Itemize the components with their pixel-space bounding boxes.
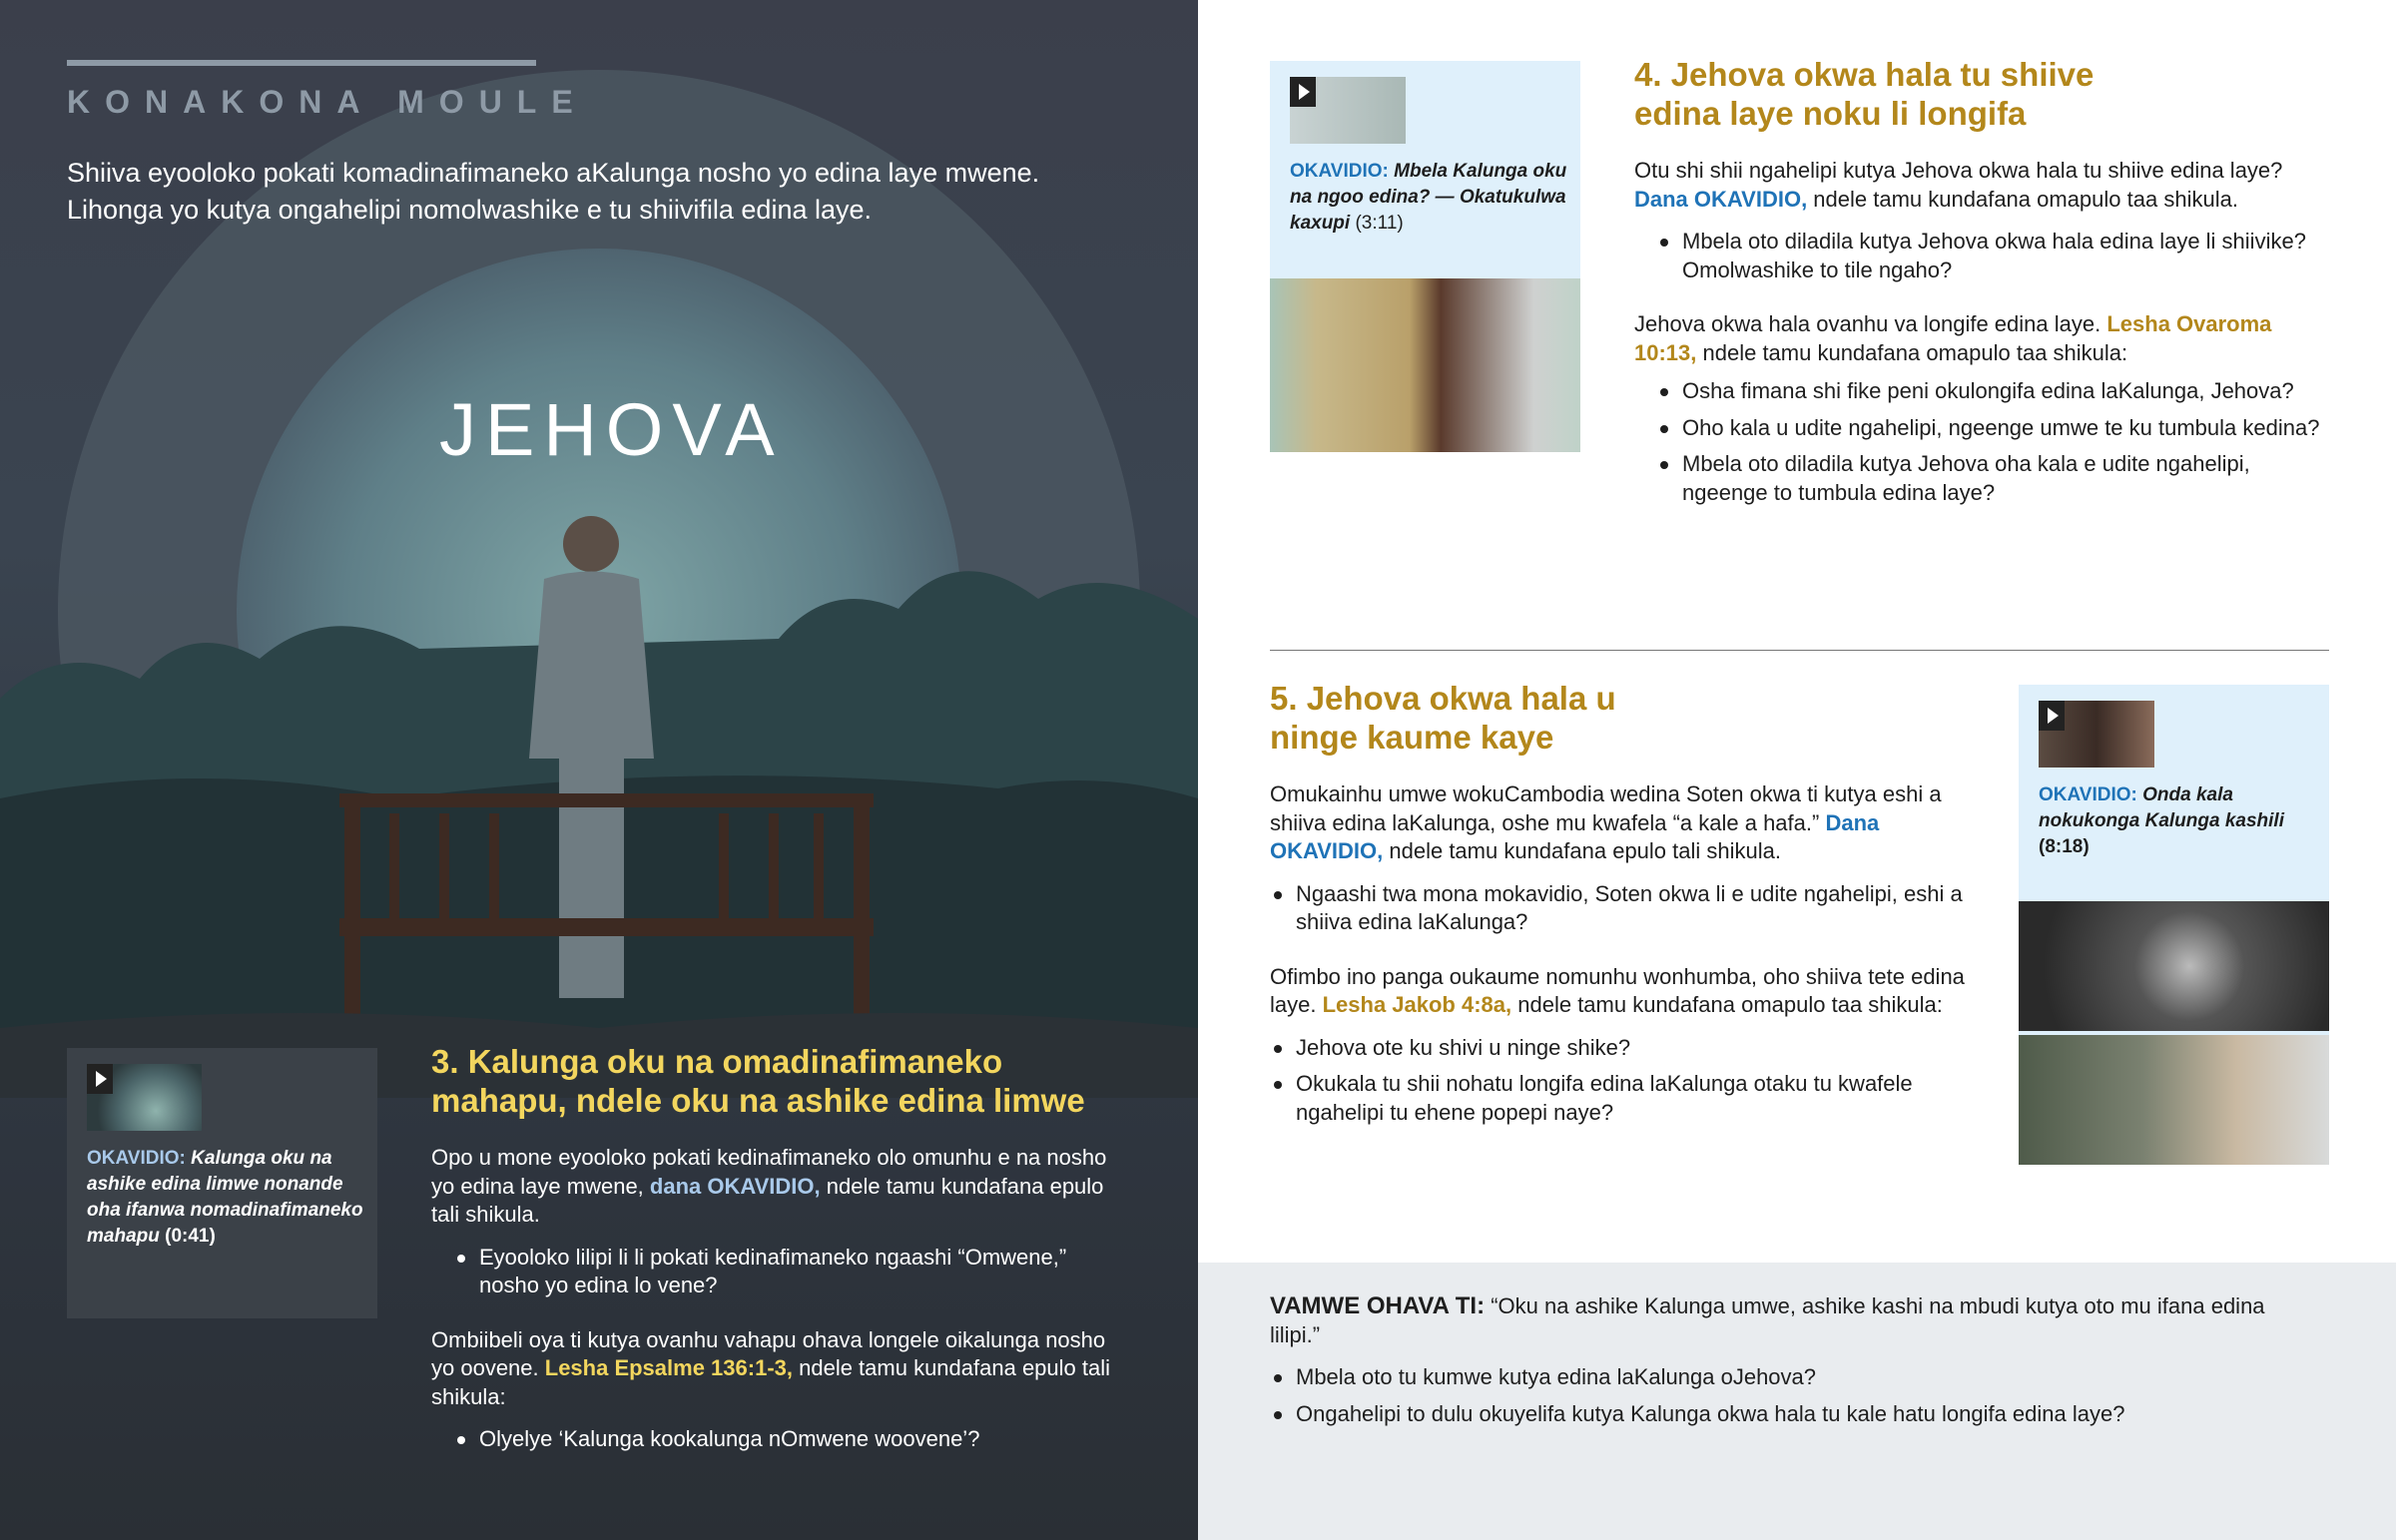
video-title[interactable]: Onda kala nokukonga Kalunga kashili [2039,784,2284,831]
video-duration: (3:11) [1355,213,1404,234]
question-item: Mbela oto tu kumwe kutya edina laKalunga oJehova? [1248,1363,2268,1392]
section-4: 4. Jehova okwa hala tu shiive edina laye noku li longifa Otu shi shii ngahelipi kutya Jehova okwa hala tu shiive edina laye? Dana OKAVIDIO, ndele tamu kundafana omapulo taa shikula. Mbela oto diladila kutya Jehova okwa hala edina laye li shiivike? Omolwashike to tile ngaho? Jehova okwa hala ovanhu va longife edina laye. Lesha Ovaroma 10:13, ndele tamu kundafana omapulo taa shikula: Osha fimana shi fike peni okulongifa edina laKalunga, Jehova? Oho kala u udite ngahelipi, ngeenge umwe te ku tumbula kedina? Mbela oto diladila kutya Jehova oha kala e udite ngahelipi, ngeenge to tumbula edina laye? [1634,55,2333,533]
play-icon[interactable] [1290,77,1316,107]
section-5: 5. Jehova okwa hala u ninge kaume kaye Omukainhu umwe wokuCambodia wedina Soten okwa ti kutya eshi a shiiva edina laKalunga, oshe mu kwafela “a kale a hafa.” Dana OKAVIDIO, ndele tamu kundafana epulo tali shikula. Ngaashi twa mona mokavidio, Soten okwa li e udite ngahelipi, eshi a shiiva edina laKalunga? Ofimbo ino panga oukaume nomunhu wonhumba, oho shiiva tete edina laye. Lesha Jakob 4:8a, ndele tamu kundafana omapulo taa shikula: Jehova ote ku shivi u ninge shike? Okukala tu shii nohatu longifa edina laKalunga otaku tu kwafele ngahelipi tu ehene popepi naye? [1270,679,1979,1153]
question-item: Ngaashi twa mona mokavidio, Soten okwa li e udite ngahelipi, eshi a shiiva edina laKalunga? [1248,880,1979,937]
question-item: Mbela oto diladila kutya Jehova okwa hala edina laye li shiivike? Omolwashike to tile ngaho? [1634,228,2333,284]
intro-text: Shiiva eyooloko pokati komadinafimaneko aKalunga nosho yo edina laye mwene. Lihonga yo kutya ongahelipi nomolwashike e tu shiivifila edina laye. [67,158,1040,225]
video-image [1270,278,1580,452]
question-item: Oho kala u udite ngahelipi, ngeenge umwe te ku tumbula kedina? [1634,414,2333,443]
video-label: OKAVIDIO: [87,1148,186,1169]
video-thumbnail[interactable] [87,1064,202,1131]
question-item: Osha fimana shi fike peni okulongifa edina laKalunga, Jehova? [1634,377,2333,406]
video-duration: (0:41) [165,1226,216,1247]
video-thumbnail[interactable] [2039,701,2154,768]
video-card-3[interactable] [67,1048,377,1318]
video-card-5[interactable] [2019,685,2329,1165]
section-heading: 5. Jehova okwa hala u ninge kaume kaye [1270,680,1616,756]
video-link[interactable]: dana OKAVIDIO, [649,1173,821,1199]
scripture-link[interactable]: Lesha Epsalme 136:1-3, [544,1355,793,1380]
video-title[interactable]: Kalunga oku na ashike edina limwe nonande oha ifanwa nomadinafimaneko mahapu [87,1148,363,1247]
video-thumbnail[interactable] [1290,77,1406,144]
hero-title: JEHOVA [439,388,784,471]
scripture-link[interactable]: Lesha Jakob 4:8a, [1322,992,1512,1017]
section-divider [1270,650,2329,651]
video-image [2019,1035,2329,1165]
question-item: Olyelye ‘Kalunga kookalunga nOmwene woovene’? [431,1425,1130,1454]
section-heading: 3. Kalunga oku na omadinafimaneko mahapu, ndele oku na ashike edina limwe [431,1043,1085,1119]
paragraph: Ombiibeli oya ti kutya ovanhu vahapu ohava longele oikalunga nosho yo oovene. Lesha Epsalme 136:1-3, ndele tamu kundafana epulo tali shikula: [431,1326,1111,1409]
video-title[interactable]: Mbela Kalunga oku na ngoo edina? — Okatukulwa kaxupi [1290,161,1567,234]
question-item: Mbela oto diladila kutya Jehova oha kala e udite ngahelipi, ngeenge to tumbula edina laye? [1634,450,2333,507]
question-item: Eyooloko lilipi li li pokati kedinafimaneko ngaashi “Omwene,” nosho yo edina lo vene? [431,1244,1130,1300]
footer-box: VAMWE OHAVA TI: “Oku na ashike Kalunga umwe, ashike kashi na mbudi kutya oto mu ifana edina lilipi.” Mbela oto tu kumwe kutya edina laKalunga oJehova? Ongahelipi to dulu okuyelifa kutya Kalunga okwa hala tu kale hatu longifa edina laye? [1198,1263,2396,1540]
footer-lead: VAMWE OHAVA TI: [1270,1292,1486,1319]
paragraph: Opo u mone eyooloko pokati kedinafimaneko olo omunhu e na nosho yo edina laye mwene, dana OKAVIDIO, ndele tamu kundafana epulo tali shikula. [431,1145,1107,1227]
question-item: Okukala tu shii nohatu longifa edina laKalunga otaku tu kwafele ngahelipi tu ehene popepi naye? [1248,1070,1979,1127]
video-label: OKAVIDIO: [2039,784,2137,805]
section-3 [431,1042,1130,1480]
play-icon[interactable] [87,1064,113,1094]
video-image [2019,901,2329,1031]
section-kicker: KONAKONA MOULE [67,84,588,120]
video-duration: (8:18) [2039,836,2090,857]
scripture-link[interactable]: Lesha Ovaroma 10:13, [1634,311,2272,365]
section-heading: 4. Jehova okwa hala tu shiive edina laye noku li longifa [1634,56,2095,132]
video-card-4[interactable] [1270,61,1580,452]
question-item: Jehova ote ku shivi u ninge shike? [1248,1034,1979,1063]
question-item: Ongahelipi to dulu okuyelifa kutya Kalunga okwa hala tu kale hatu longifa edina laye? [1248,1400,2268,1429]
header-rule [67,60,536,66]
video-link[interactable]: Dana OKAVIDIO, [1634,186,1808,212]
video-label: OKAVIDIO: [1290,161,1389,182]
play-icon[interactable] [2039,701,2065,731]
video-link[interactable]: Dana OKAVIDIO, [1270,809,1880,863]
